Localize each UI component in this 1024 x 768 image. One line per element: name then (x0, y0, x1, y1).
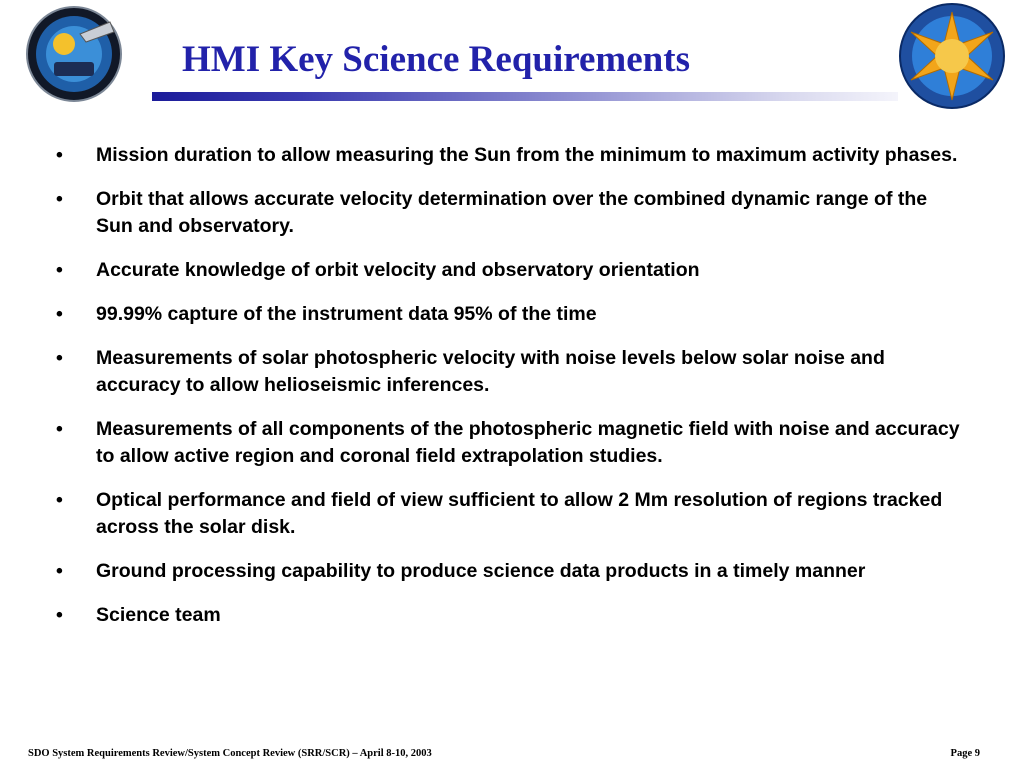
list-item (56, 602, 966, 629)
list-item (56, 416, 966, 470)
list-item (56, 142, 966, 169)
bullet-icon: • (56, 347, 63, 369)
bullet-icon: • (56, 259, 63, 281)
bullet-icon: • (56, 144, 63, 166)
list-item-text: Measurements of all components of the photospheric magnetic field with noise and accuracy to allow active region and coronal field extrapolation studies. (96, 418, 960, 467)
list-item-text: Mission duration to allow measuring the Sun from the minimum to maximum activity phases. (96, 144, 958, 166)
bullet-icon: • (56, 560, 63, 582)
list-item-text: 99.99% capture of the instrument data 95% of the time (96, 303, 597, 325)
bullet-icon: • (56, 188, 63, 210)
title-underline-bar (152, 92, 898, 101)
requirements-list (56, 142, 966, 646)
list-item (56, 301, 966, 328)
sdo-logo (24, 4, 128, 104)
list-item-text: Optical performance and field of view sufficient to allow 2 Mm resolution of regions tracked across the solar disk. (96, 489, 943, 538)
list-item-text: Ground processing capability to produce science data products in a timely manner (96, 560, 866, 582)
list-item (56, 558, 966, 585)
list-item (56, 345, 966, 399)
footer-review-text: SDO System Requirements Review/System Concept Review (SRR/SCR) – April 8-10, 2003 (28, 748, 432, 759)
bullet-icon: • (56, 489, 63, 511)
list-item-text: Orbit that allows accurate velocity determination over the combined dynamic range of the Sun and observatory. (96, 188, 928, 237)
bullet-icon: • (56, 303, 63, 325)
list-item-text: Accurate knowledge of orbit velocity and observatory orientation (96, 259, 700, 281)
list-item-text: Science team (96, 604, 221, 626)
list-item (56, 186, 966, 240)
slide-title: HMI Key Science Requirements (182, 39, 690, 80)
lws-logo (897, 2, 1007, 110)
footer-page-number: Page 9 (950, 748, 980, 759)
list-item (56, 257, 966, 284)
bullet-icon: • (56, 604, 63, 626)
list-item-text: Measurements of solar photospheric velocity with noise levels below solar noise and accuracy to allow helioseismic inferences. (96, 347, 885, 396)
bullet-icon: • (56, 418, 63, 440)
list-item (56, 487, 966, 541)
